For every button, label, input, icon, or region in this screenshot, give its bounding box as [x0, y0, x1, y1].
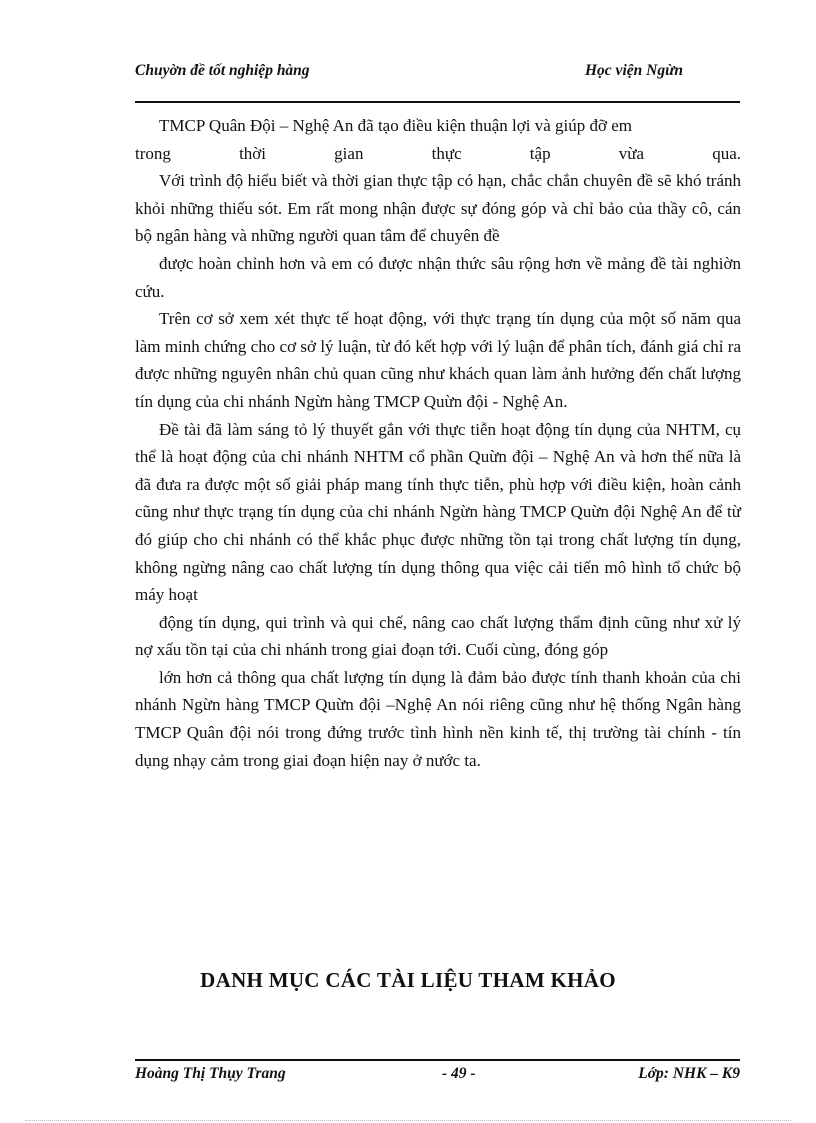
paragraph-2: Với trình độ hiểu biết và thời gian thực tập có hạn, chắc chắn chuyên đề sẽ khó tránh khỏi những thiếu sót. Em rất mong nhận được sự đóng góp và chỉ bảo của thầy cô, cán bộ ngân hàng và những người quan tâm để chuyên đề — [135, 171, 741, 246]
footer-divider — [135, 1059, 740, 1061]
body-text — [135, 112, 741, 774]
references-heading: DANH MỤC CÁC TÀI LIỆU THAM KHẢO — [200, 968, 616, 992]
paragraph-4-continued: động tín dụng, qui trình và qui chế, nâng cao chất lượng thẩm định cũng như xử lý nợ xấu tồn tại của chi nhánh trong giai đoạn tới. Cuối cùng, đóng góp — [135, 612, 741, 660]
page-edge-dotted-line — [25, 1120, 791, 1121]
paragraph-1: TMCP Quân Đội – Nghệ An đã tạo điều kiện thuận lợi và giúp đỡ em — [159, 116, 632, 135]
paragraph-1-tail: trong thời gian thực tập vừa qua. — [135, 143, 741, 163]
header-left-title: Chuyờn đề tốt nghiệp hàng — [135, 62, 310, 79]
footer-author: Hoàng Thị Thụy Trang — [135, 1065, 286, 1082]
header-divider — [135, 101, 740, 103]
page-footer — [135, 1065, 740, 1087]
paragraph-4-final: lớn hơn cả thông qua chất lượng tín dụng là đảm bảo được tính thanh khoản của chi nhánh Ngừn hàng TMCP Quừn đội –Nghệ An nói riêng cũng như hệ thống Ngân hàng TMCP Quân đội nói trong đứng trước tình hình nền kinh tế, thị trường tài chính - tín dụng nhạy cảm trong giai đoạn hiện nay ở nước ta. — [135, 667, 741, 770]
page-header — [135, 60, 740, 100]
footer-page-number: - 49 - — [442, 1065, 476, 1082]
footer-class: Lớp: NHK – K9 — [638, 1065, 740, 1082]
paragraph-4: Đề tài đã làm sáng tỏ lý thuyết gắn với thực tiễn hoạt động tín dụng của NHTM, cụ thể là hoạt động của chi nhánh NHTM cổ phần Quừn đội – Nghệ An và hơn thế nữa là đã đưa ra được một số giải pháp mang tính thực tiễn, phù hợp với điều kiện, hoàn cảnh cũng như thực trạng tín dụng của chi nhánh Ngừn hàng TMCP Quừn đội Nghệ An để từ đó giúp cho chi nhánh có thể khắc phục được những tồn tại trong chất lượng tín dụng, không ngừng nâng cao chất lượng tín dụng thông qua việc cải tiến mô hình tổ chức bộ máy hoạt — [135, 419, 741, 605]
paragraph-3: Trên cơ sở xem xét thực tế hoạt động, với thực trạng tín dụng của một số năm qua làm minh chứng cho cơ sở lý luận, từ đó kết hợp với lý luận để phân tích, đánh giá chỉ ra được những nguyên nhân chủ quan cũng như khách quan làm ảnh hưởng đến chất lượng tín dụng của chi nhánh Ngừn hàng TMCP Quừn đội - Nghệ An. — [135, 309, 741, 411]
paragraph-2-continued: được hoàn chỉnh hơn và em có được nhận thức sâu rộng hơn về mảng đề tài nghiờn cứu. — [135, 253, 741, 301]
header-right-title: Học viện Ngừn — [585, 62, 683, 79]
